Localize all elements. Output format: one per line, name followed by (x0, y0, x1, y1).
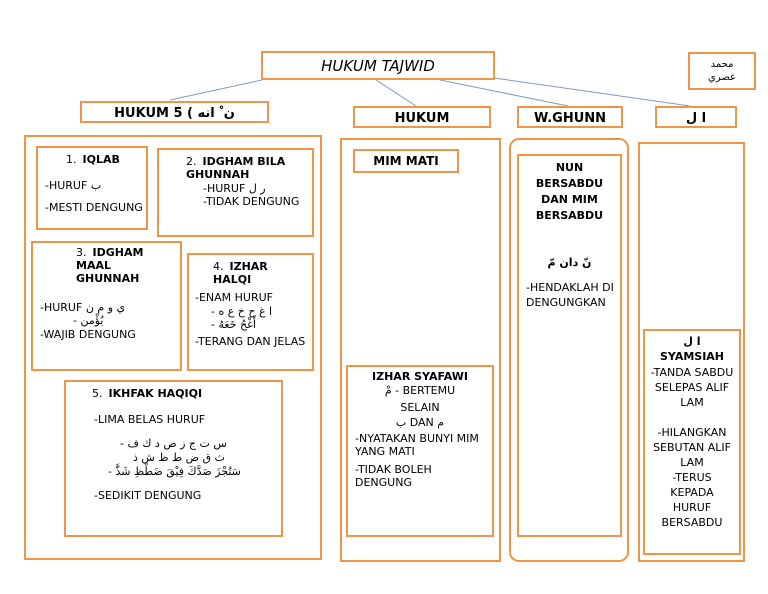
nun-mim-box (517, 154, 622, 537)
diagram-title: HUKUM TAJWID (321, 57, 435, 75)
idgham-maal-title (76, 246, 176, 285)
izhar-halqi-title (213, 260, 308, 286)
header-al-label: ا ل (685, 111, 707, 126)
syamsiah-box (643, 329, 741, 555)
syamsiah-title: SYAMSIAH (659, 350, 725, 363)
ikhfak-letters-2: ث ق ض ط ظ ش ذ (133, 451, 225, 464)
idgham-bila-title (186, 155, 311, 181)
header-mim-label: HUKUM (394, 111, 450, 126)
syamsiah-al: ا ل (683, 335, 701, 348)
izhar-syafawi-line: SELAIN (400, 401, 440, 414)
header-nun-tanween (80, 101, 269, 123)
idgham-bila-box (157, 148, 314, 237)
header-nun-tanween-label: HUKUM 5 ( ن ْ انه (114, 106, 235, 121)
connector-line (170, 80, 262, 100)
idgham-maal-note: -WAJIB DENGUNG (40, 328, 136, 341)
ikhfak-line: -LIMA BELAS HURUF (94, 413, 206, 426)
izhar-halqi-box (187, 253, 314, 371)
izhar-syafawi-note: -TIDAK BOLEH DENGUNG (355, 463, 432, 489)
nun-mim-arabic: نّ دان مّ (547, 256, 592, 269)
idgham-maal-box (31, 241, 182, 371)
iqlab-note: -MESTI DENGUNG (45, 201, 143, 214)
ikhfak-example: سَتُجْزَ صَدَّكَ فِيْقَ ضَطْظِ شَذَّ - (108, 465, 241, 478)
header-al (655, 106, 737, 128)
iqlab-title (66, 153, 120, 166)
ikhfak-note: -SEDIKIT DENGUNG (94, 489, 202, 502)
izhar-syafawi-box (346, 365, 494, 537)
author-name: محمد عصري (708, 59, 736, 83)
izhar-syafawi-line: ب DAN م (395, 416, 445, 429)
title-box (261, 51, 495, 80)
idgham-bila-number: 2. (186, 155, 197, 168)
idgham-maal-huruf: -HURUF ي و م ن (40, 301, 126, 314)
ikhfak-box (64, 380, 283, 537)
izhar-syafawi-line: مْ - BERTEMU (384, 384, 456, 397)
header-mim (353, 106, 491, 128)
connector-line (494, 78, 690, 106)
ikhfak-title (92, 387, 202, 400)
idgham-bila-note: -TIDAK DENGUNG (203, 195, 300, 208)
idgham-maal-title-text: IDGHAM MAAL GHUNNAH (76, 246, 144, 285)
izhar-halqi-number: 4. (213, 260, 224, 273)
mim-mati-title: MIM MATI (373, 154, 439, 168)
mim-mati-box (353, 149, 459, 173)
iqlab-box (36, 146, 148, 230)
iqlab-huruf: -HURUF ب (45, 179, 102, 192)
iqlab-title-text: IQLAB (82, 153, 120, 166)
syamsiah-note: -HILANGKAN SEBUTAN ALIF LAM (653, 426, 731, 469)
ikhfak-letters-1: س ت ج ز ص د ك ف - (120, 437, 227, 450)
izhar-halqi-line: -ENAM HURUF (195, 291, 274, 304)
connector-line (376, 80, 416, 106)
syamsiah-note: -TANDA SABDU SELEPAS ALIF LAM (650, 366, 734, 409)
izhar-syafawi-title: IZHAR SYAFAWI (372, 370, 468, 383)
ikhfak-title-text: IKHFAK HAQIQI (108, 387, 203, 400)
izhar-halqi-note: -TERANG DAN JELAS (195, 335, 306, 348)
nun-mim-note: -HENDAKLAH DI DENGUNGKAN (526, 281, 614, 309)
ikhfak-number: 5. (92, 387, 103, 400)
author-box (688, 52, 756, 90)
iqlab-number: 1. (66, 153, 77, 166)
idgham-bila-huruf: -HURUF ر ل (203, 182, 266, 195)
izhar-halqi-title-text: IZHAR HALQI (213, 260, 268, 286)
header-wghunn-label: W.GHUNN (533, 111, 607, 126)
idgham-maal-example: يُؤْمن - (73, 314, 104, 327)
nun-mim-title: NUN BERSABDU DAN MIM BERSABDU (535, 161, 604, 222)
header-wghunn (517, 106, 623, 128)
syamsiah-note: -TERUS KEPADA HURUF BERSABDU (661, 471, 723, 529)
connector-line (440, 80, 568, 106)
izhar-syafawi-note: -NYATAKAN BUNYI MIM YANG MATI (355, 432, 479, 458)
idgham-maal-number: 3. (76, 246, 87, 259)
izhar-halqi-example: أَغْحُ خَعَهُ - (211, 318, 256, 331)
izhar-halqi-letters: ا غ ح خ ع ه - (211, 305, 273, 318)
idgham-bila-title-text: IDGHAM BILA GHUNNAH (186, 155, 286, 181)
